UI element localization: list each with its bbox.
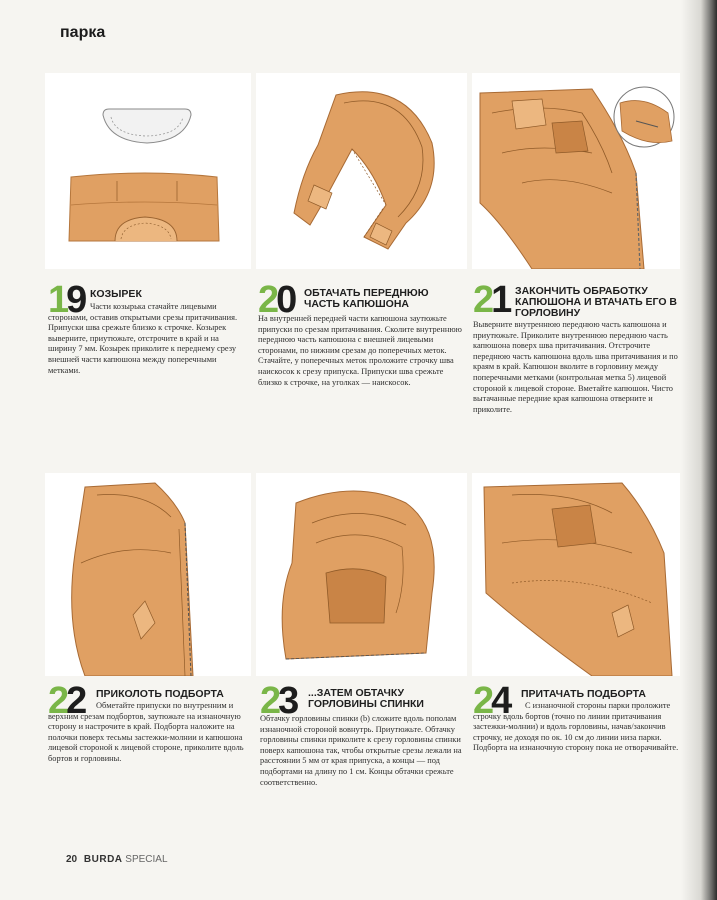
step-number-first-digit: 2 [260, 680, 279, 722]
illustration-step-20 [256, 73, 467, 269]
page-footer [66, 854, 168, 865]
page-number: 20 [66, 854, 78, 865]
step-24 [473, 680, 681, 784]
step-number-rest: 0 [276, 279, 295, 321]
step-body: Обметайте припуски по внутренним и верхним срезам подбортов, заутюжьте на изнаночную сторону и настрочите в край. Подборта наложите на полочки поверх тесьмы застежки-молнии и капюшона лицевой стороной к лицевой стороне, приколите вдоль бортов и горловины. [48, 701, 244, 763]
step-body: Обтачку горловины спинки (b) сложите вдоль пополам изнаночной стороной вовнутрь. Приутюжьте. Обтачку горловины спинки приколите к срезу горловины спинки поверх капюшона так, чтобы открытые срезы лежали на расстоянии 5 мм от края припуска, а концы — под подбортами на длину по 1 см. Концы обтачки срежьте соответственно. [260, 714, 462, 787]
step-20 [258, 279, 466, 403]
illustration-step-23 [256, 473, 467, 676]
step-body: На внутренней передней части капюшона заутюжьте припуски по срезам притачивания. Сколите внутреннюю переднюю часть капюшона с внешней лицевыми сторонами, по нижним срезам до поперечных меток. Стачайте, у поперечных меток проложите строчку шва наискосок к срезу припуска. Припуски шва срежьте близко к строчке, на уголках — наискосок. [258, 314, 462, 387]
illustration-step-24 [472, 473, 680, 676]
illustration-step-21 [472, 73, 680, 269]
step-body: С изнаночной стороны парки проложите строчку вдоль бортов (точно по линии притачивания застежки-молнии) и вдоль горловины, начав/закончив строчку, не доходя по ок. 10 см до линии низа парки. Подборта на изнаночную сторону пока не отворачивайте. [473, 701, 679, 753]
step-number-first-digit: 2 [258, 279, 277, 321]
step-number-first-digit: 2 [48, 680, 67, 722]
step-number [260, 680, 297, 722]
illustration-step-19 [45, 73, 251, 269]
step-title: ЗАКОНЧИТЬ ОБРАБОТКУ КАПЮШОНА И ВТАЧАТЬ ЕГО В ГОРЛОВИНУ [515, 285, 678, 319]
magazine-edition: SPECIAL [125, 854, 168, 865]
step-body: Выверните внутреннюю переднюю часть капюшона и приутюжьте. Приколите внутреннюю переднюю часть капюшона поверх шва притачивания. Отстрочите переднюю часть капюшона вдоль шва притачивания и по краям в край. Капюшон вколите в горловину между поперечными метками (контрольная метка 5) лицевой стороной к лицевой стороне. Вметайте капюшон. Чисто вытачанные передние края капюшона отверните и приколите. [473, 320, 678, 414]
illustration-step-22 [45, 473, 251, 676]
step-number-first-digit: 1 [48, 279, 67, 321]
step-title: ...ЗАТЕМ ОБТАЧКУ ГОРЛОВИНЫ СПИНКИ [308, 687, 424, 710]
step-number [473, 279, 510, 321]
magazine-brand: BURDA [83, 854, 123, 865]
step-number-rest: 9 [66, 279, 85, 321]
step-title: ОБТАЧАТЬ ПЕРЕДНЮЮ ЧАСТЬ КАПЮШОНА [304, 287, 429, 310]
step-number [258, 279, 295, 321]
step-number-rest: 2 [66, 680, 85, 722]
step-number-rest: 3 [278, 680, 297, 722]
step-title: КОЗЫРЕК [90, 288, 142, 300]
step-21 [473, 279, 681, 433]
page-spine-shadow [681, 0, 717, 900]
step-number-rest: 4 [491, 680, 510, 722]
step-number-first-digit: 2 [473, 680, 492, 722]
step-body: Части козырька стачайте лицевыми сторонами, оставив открытыми срезы притачивания. Припуски шва срежьте близко к строчке. Козырек выверните, приутюжьте, отстрочите в край и на ширину 7 мм. Козырек приколите к переднему срезу внешней части капюшона между поперечными метками. [48, 302, 238, 375]
step-title: ПРИКОЛОТЬ ПОДБОРТА [96, 688, 224, 700]
step-23 [260, 680, 466, 814]
step-22 [48, 680, 252, 774]
section-title: парка [60, 24, 106, 41]
step-number-rest: 1 [491, 279, 510, 321]
step-number-first-digit: 2 [473, 279, 492, 321]
step-title: ПРИТАЧАТЬ ПОДБОРТА [521, 688, 646, 700]
step-19 [48, 279, 250, 383]
